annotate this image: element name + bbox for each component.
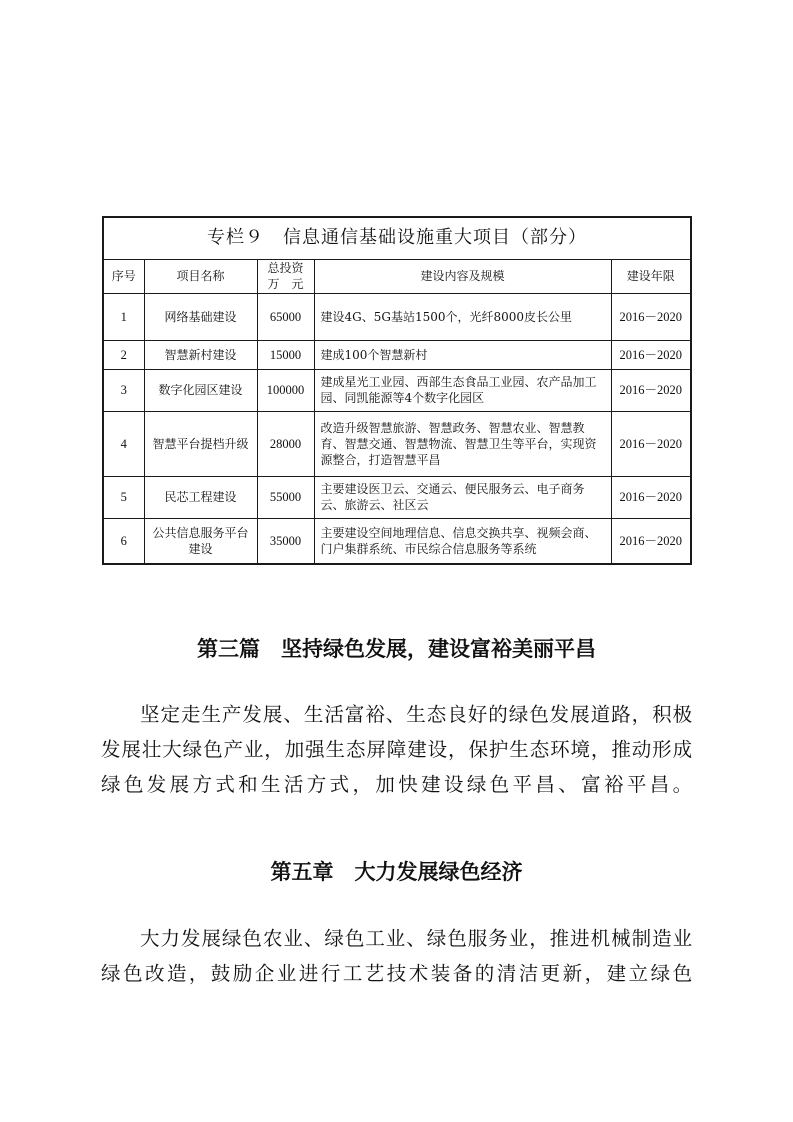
row-content: 主要建设医卫云、交通云、便民服务云、电子商务云、旅游云、社区云 xyxy=(314,476,611,518)
row-years: 2016－2020 xyxy=(611,518,690,563)
row-investment: 35000 xyxy=(257,518,314,563)
row-name: 网络基础建设 xyxy=(144,293,257,340)
header-investment-line1: 总投资 xyxy=(267,261,304,275)
header-investment xyxy=(257,259,314,293)
row-investment: 65000 xyxy=(257,293,314,340)
part-heading: 第三篇 坚持绿色发展，建设富裕美丽平昌 xyxy=(197,637,596,661)
table-row xyxy=(104,411,690,476)
row-years: 2016－2020 xyxy=(611,411,690,476)
table-row xyxy=(104,293,690,340)
row-content: 建设4G、5G基站1500个，光纤8000皮长公里 xyxy=(314,293,611,340)
row-years: 2016－2020 xyxy=(611,340,690,369)
row-index: 2 xyxy=(104,340,144,369)
row-content: 建成星光工业园、西部生态食品工业园、农产品加工园、同凯能源等4个数字化园区 xyxy=(314,369,611,411)
project-table-box xyxy=(102,216,692,565)
header-investment-line2: 万 元 xyxy=(267,277,304,291)
row-years: 2016－2020 xyxy=(611,293,690,340)
chapter-heading: 第五章 大力发展绿色经济 xyxy=(270,860,523,884)
row-years: 2016－2020 xyxy=(611,369,690,411)
header-content: 建设内容及规模 xyxy=(314,259,611,293)
header-years: 建设年限 xyxy=(611,259,690,293)
row-investment: 100000 xyxy=(257,369,314,411)
row-investment: 28000 xyxy=(257,411,314,476)
table-row xyxy=(104,340,690,369)
table-caption: 专栏９ 信息通信基础设施重大项目（部分） xyxy=(104,218,690,259)
row-content: 建成100个智慧新村 xyxy=(314,340,611,369)
row-name: 智慧新村建设 xyxy=(144,340,257,369)
row-index: 3 xyxy=(104,369,144,411)
part-paragraph: 坚定走生产发展、生活富裕、生态良好的绿色发展道路，积极发展壮大绿色产业，加强生态屏障建设，保护生态环境，推动形成绿色发展方式和生活方式，加快建设绿色平昌、富裕平昌。 xyxy=(101,703,693,796)
chapter-paragraph: 大力发展绿色农业、绿色工业、绿色服务业，推进机械制造业绿色改造，鼓励企业进行工艺技术装备的清洁更新，建立绿色 xyxy=(101,927,693,985)
row-index: 6 xyxy=(104,518,144,563)
row-name: 智慧平台提档升级 xyxy=(144,411,257,476)
row-index: 1 xyxy=(104,293,144,340)
row-name: 公共信息服务平台建设 xyxy=(144,518,257,563)
row-content: 改造升级智慧旅游、智慧政务、智慧农业、智慧教育、智慧交通、智慧物流、智慧卫生等平台，实现资源整合，打造智慧平昌 xyxy=(314,411,611,476)
table-row xyxy=(104,369,690,411)
row-index: 5 xyxy=(104,476,144,518)
row-name: 民芯工程建设 xyxy=(144,476,257,518)
row-content: 主要建设空间地理信息、信息交换共享、视频会商、门户集群系统、市民综合信息服务等系统 xyxy=(314,518,611,563)
header-name: 项目名称 xyxy=(144,259,257,293)
project-table xyxy=(104,218,690,563)
table-row xyxy=(104,518,690,563)
row-years: 2016－2020 xyxy=(611,476,690,518)
row-index: 4 xyxy=(104,411,144,476)
row-investment: 15000 xyxy=(257,340,314,369)
table-row xyxy=(104,476,690,518)
row-investment: 55000 xyxy=(257,476,314,518)
header-index: 序号 xyxy=(104,259,144,293)
row-name: 数字化园区建设 xyxy=(144,369,257,411)
